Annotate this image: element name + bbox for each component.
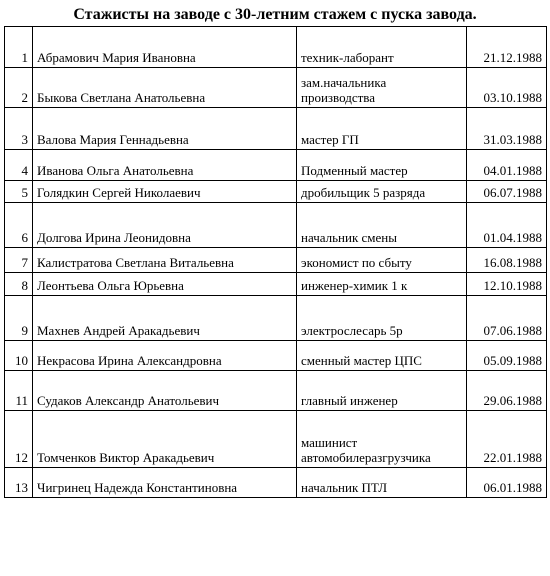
start-date: 01.04.1988 bbox=[467, 203, 547, 248]
table-row bbox=[5, 273, 547, 296]
employee-position: начальник смены bbox=[297, 203, 467, 248]
staff-table bbox=[4, 26, 547, 498]
row-number: 6 bbox=[5, 203, 33, 248]
employee-name: Судаков Александр Анатольевич bbox=[33, 371, 297, 411]
start-date: 05.09.1988 bbox=[467, 341, 547, 371]
start-date: 29.06.1988 bbox=[467, 371, 547, 411]
employee-position: начальник ПТЛ bbox=[297, 468, 467, 498]
table-row bbox=[5, 341, 547, 371]
employee-name: Калистратова Светлана Витальевна bbox=[33, 248, 297, 273]
start-date: 06.07.1988 bbox=[467, 181, 547, 203]
row-number: 13 bbox=[5, 468, 33, 498]
start-date: 06.01.1988 bbox=[467, 468, 547, 498]
employee-position: мастер ГП bbox=[297, 108, 467, 150]
start-date: 22.01.1988 bbox=[467, 411, 547, 468]
table-row bbox=[5, 203, 547, 248]
start-date: 31.03.1988 bbox=[467, 108, 547, 150]
employee-name: Голядкин Сергей Николаевич bbox=[33, 181, 297, 203]
start-date: 12.10.1988 bbox=[467, 273, 547, 296]
row-number: 8 bbox=[5, 273, 33, 296]
employee-name: Долгова Ирина Леонидовна bbox=[33, 203, 297, 248]
table-row bbox=[5, 411, 547, 468]
start-date: 21.12.1988 bbox=[467, 27, 547, 68]
row-number: 7 bbox=[5, 248, 33, 273]
table-row bbox=[5, 296, 547, 341]
employee-position: инженер-химик 1 к bbox=[297, 273, 467, 296]
start-date: 04.01.1988 bbox=[467, 150, 547, 181]
row-number: 11 bbox=[5, 371, 33, 411]
table-row bbox=[5, 468, 547, 498]
row-number: 9 bbox=[5, 296, 33, 341]
employee-name: Махнев Андрей Аракадьевич bbox=[33, 296, 297, 341]
employee-position: дробильщик 5 разряда bbox=[297, 181, 467, 203]
employee-name: Леонтьева Ольга Юрьевна bbox=[33, 273, 297, 296]
table-row bbox=[5, 248, 547, 273]
employee-name: Чигринец Надежда Константиновна bbox=[33, 468, 297, 498]
table-row bbox=[5, 27, 547, 68]
employee-name: Валова Мария Геннадьевна bbox=[33, 108, 297, 150]
employee-position: зам.начальника производства bbox=[297, 68, 467, 108]
row-number: 12 bbox=[5, 411, 33, 468]
row-number: 3 bbox=[5, 108, 33, 150]
start-date: 03.10.1988 bbox=[467, 68, 547, 108]
employee-name: Некрасова Ирина Александровна bbox=[33, 341, 297, 371]
table-row bbox=[5, 371, 547, 411]
employee-name: Абрамович Мария Ивановна bbox=[33, 27, 297, 68]
table-row bbox=[5, 181, 547, 203]
row-number: 4 bbox=[5, 150, 33, 181]
row-number: 5 bbox=[5, 181, 33, 203]
start-date: 07.06.1988 bbox=[467, 296, 547, 341]
row-number: 10 bbox=[5, 341, 33, 371]
start-date: 16.08.1988 bbox=[467, 248, 547, 273]
employee-name: Томченков Виктор Аракадьевич bbox=[33, 411, 297, 468]
employee-position: Подменный мастер bbox=[297, 150, 467, 181]
employee-position: машинист автомобилеразгрузчика bbox=[297, 411, 467, 468]
employee-position: главный инженер bbox=[297, 371, 467, 411]
row-number: 2 bbox=[5, 68, 33, 108]
table-row bbox=[5, 150, 547, 181]
employee-position: сменный мастер ЦПС bbox=[297, 341, 467, 371]
table-row bbox=[5, 108, 547, 150]
page-title: Стажисты на заводе с 30-летним стажем с пуска завода. bbox=[73, 6, 477, 23]
employee-name: Быкова Светлана Анатольевна bbox=[33, 68, 297, 108]
row-number: 1 bbox=[5, 27, 33, 68]
table-row bbox=[5, 68, 547, 108]
employee-position: электрослесарь 5р bbox=[297, 296, 467, 341]
employee-position: экономист по сбыту bbox=[297, 248, 467, 273]
employee-position: техник-лаборант bbox=[297, 27, 467, 68]
employee-name: Иванова Ольга Анатольевна bbox=[33, 150, 297, 181]
